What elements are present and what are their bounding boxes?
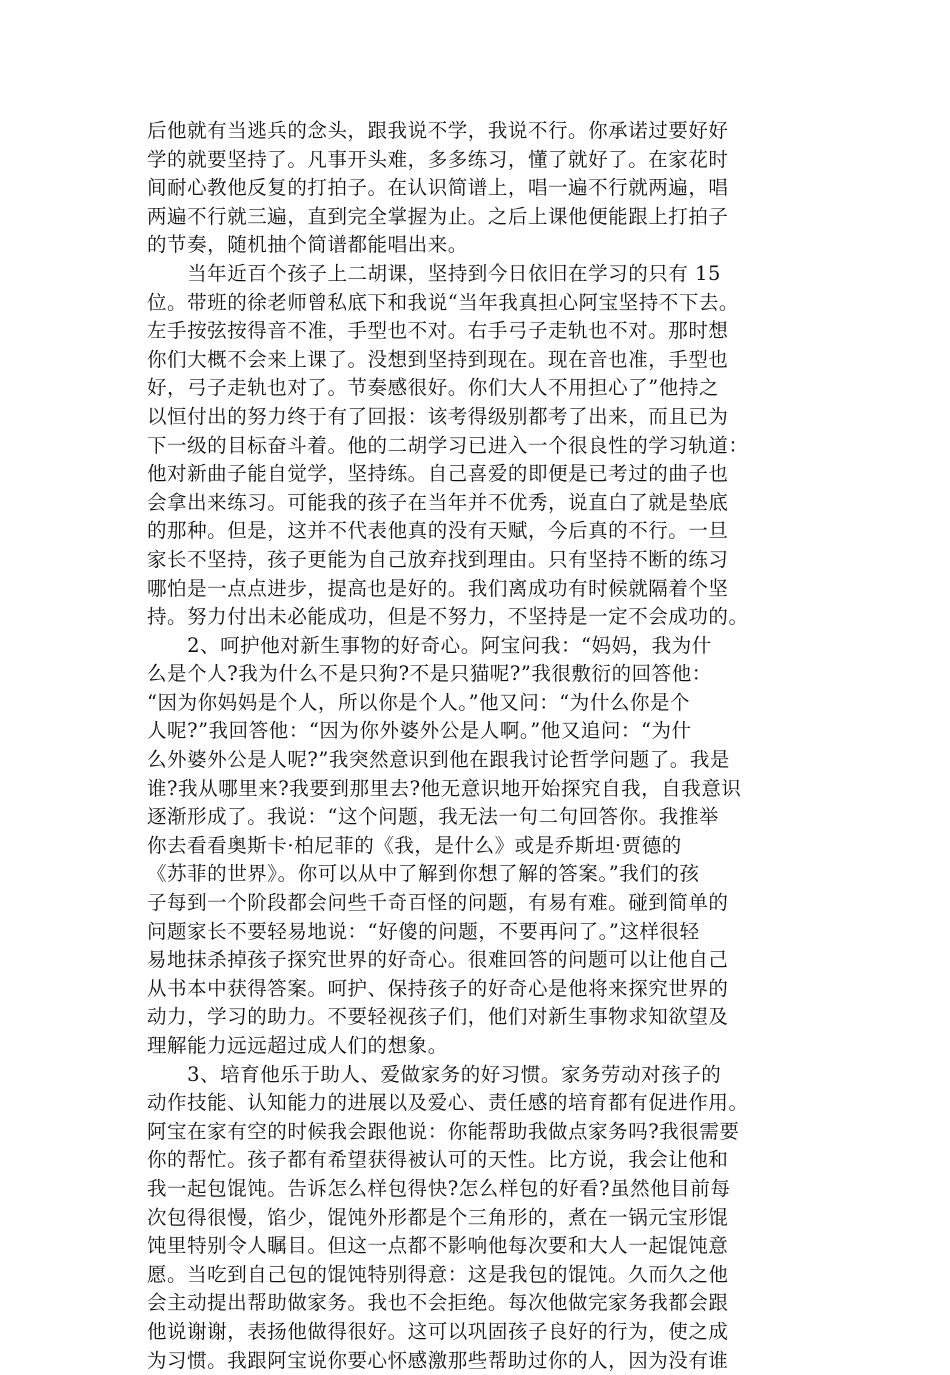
text-line: 会主动提出帮助做家务。我也不会拒绝。每次他做完家务我都会跟 bbox=[147, 1291, 729, 1315]
text-line: 他说谢谢，表扬他做得很好。这可以巩固孩子良好的行为，使之成 bbox=[147, 1319, 729, 1343]
text-line: 阿宝在家有空的时候我会跟他说：你能帮助我做点家务吗?我很需要 bbox=[147, 1119, 740, 1143]
text-line: 从书本中获得答案。呵护、保持孩子的好奇心是他将来探究世界的 bbox=[147, 976, 729, 1000]
text-line: 我一起包馄饨。告诉怎么样包得快?怎么样包的好看?虽然他目前每 bbox=[147, 1176, 731, 1200]
text-line: 间耐心教他反复的打拍子。在认识简谱上，唱一遍不行就两遍，唱 bbox=[147, 176, 729, 200]
text-line: 他对新曲子能自觉学，坚持练。自己喜爱的即便是已考过的曲子也 bbox=[147, 462, 729, 486]
text-line: 位。带班的徐老师曾私底下和我说“当年我真担心阿宝坚持不下去。 bbox=[147, 290, 739, 314]
text-line: 左手按弦按得音不准，手型也不对。右手弓子走轨也不对。那时想 bbox=[147, 319, 729, 343]
text-line: 易地抹杀掉孩子探究世界的好奇心。很难回答的问题可以让他自己 bbox=[147, 948, 729, 972]
text-line: 的那种。但是，这并不代表他真的没有天赋，今后真的不行。一旦 bbox=[147, 519, 729, 543]
text-line: 下一级的目标奋斗着。他的二胡学习已进入一个很良性的学习轨道： bbox=[147, 433, 749, 457]
text-line: 逐渐形成了。我说：“这个问题，我无法一句二句回答你。我推举 bbox=[147, 805, 719, 829]
text-line: 哪怕是一点点进步，提高也是好的。我们离成功有时候就隔着个坚 bbox=[147, 576, 729, 600]
text-line: 人呢?”我回答他：“因为你外婆外公是人啊。”他又追问：“为什 bbox=[147, 719, 692, 743]
text-line: 问题家长不要轻易地说：“好傻的问题，不要再问了。”这样很轻 bbox=[147, 919, 700, 943]
text-line: 当年近百个孩子上二胡课，坚持到今日依旧在学习的只有 15 bbox=[147, 261, 722, 285]
text-line: “因为你妈妈是个人，所以你是个人。”他又问：“为什么你是个 bbox=[147, 690, 691, 714]
text-line: 为习惯。我跟阿宝说你要心怀感激那些帮助过你的人，因为没有谁 bbox=[147, 1348, 729, 1372]
text-line: 次包得很慢，馅少，馄饨外形都是个三角形的，煮在一锅元宝形馄 bbox=[147, 1205, 729, 1229]
text-line: 2、呵护他对新生事物的好奇心。阿宝问我：“妈妈，我为什 bbox=[147, 633, 712, 657]
text-line: 会拿出来练习。可能我的孩子在当年并不优秀，说直白了就是垫底 bbox=[147, 490, 729, 514]
text-line: 《苏菲的世界》。你可以从中了解到你想了解的答案。”我们的孩 bbox=[147, 862, 700, 886]
text-line: 么外婆外公是人呢?”我突然意识到他在跟我讨论哲学问题了。我是 bbox=[147, 748, 730, 772]
text-line: 理解能力远远超过成人们的想象。 bbox=[147, 1034, 448, 1057]
text-line: 谁?我从哪里来?我要到那里去?他无意识地开始探究自我，自我意识 bbox=[147, 776, 742, 800]
text-line: 好，弓子走轨也对了。节奏感很好。你们大人不用担心了”他持之 bbox=[147, 376, 719, 400]
text-line: 动力，学习的助力。不要轻视孩子们，他们对新生事物求知欲望及 bbox=[147, 1005, 729, 1029]
document-body bbox=[147, 117, 827, 1375]
text-line: 动作技能、认知能力的进展以及爱心、责任感的培育都有促进作用。 bbox=[147, 1091, 749, 1115]
text-line: 你的帮忙。孩子都有希望获得被认可的天性。比方说，我会让他和 bbox=[147, 1148, 729, 1172]
text-line: 你去看看奥斯卡·柏尼菲的《我，是什么》或是乔斯坦·贾德的 bbox=[147, 833, 682, 857]
text-line: 学的就要坚持了。凡事开头难，多多练习，懂了就好了。在家花时 bbox=[147, 147, 729, 171]
text-line: 的节奏，随机抽个简谱都能唱出来。 bbox=[147, 233, 468, 257]
text-line: 饨里特别令人瞩目。但这一点都不影响他每次要和大人一起馄饨意 bbox=[147, 1234, 729, 1258]
text-line: 后他就有当逃兵的念头，跟我说不学，我说不行。你承诺过要好好 bbox=[147, 119, 729, 142]
text-line: 么是个人?我为什么不是只狗?不是只猫呢?”我很敷衍的回答他： bbox=[147, 662, 712, 686]
text-line: 持。努力付出未必能成功，但是不努力，不坚持是一定不会成功的。 bbox=[147, 605, 749, 629]
text-line: 家长不坚持，孩子更能为自己放弃找到理由。只有坚持不断的练习 bbox=[147, 547, 729, 571]
text-line: 你们大概不会来上课了。没想到坚持到现在。现在音也准，手型也 bbox=[147, 347, 729, 371]
text-line: 3、培育他乐于助人、爱做家务的好习惯。家务劳动对孩子的 bbox=[147, 1062, 722, 1086]
text-line: 以恒付出的努力终于有了回报：该考得级别都考了出来，而且已为 bbox=[147, 404, 729, 428]
text-line: 子每到一个阶段都会问些千奇百怪的问题，有易有难。碰到简单的 bbox=[147, 891, 729, 915]
text-line: 两遍不行就三遍，直到完全掌握为止。之后上课他便能跟上打拍子 bbox=[147, 204, 729, 228]
text-line: 愿。当吃到自己包的馄饨特别得意：这是我包的馄饨。久而久之他 bbox=[147, 1262, 729, 1286]
